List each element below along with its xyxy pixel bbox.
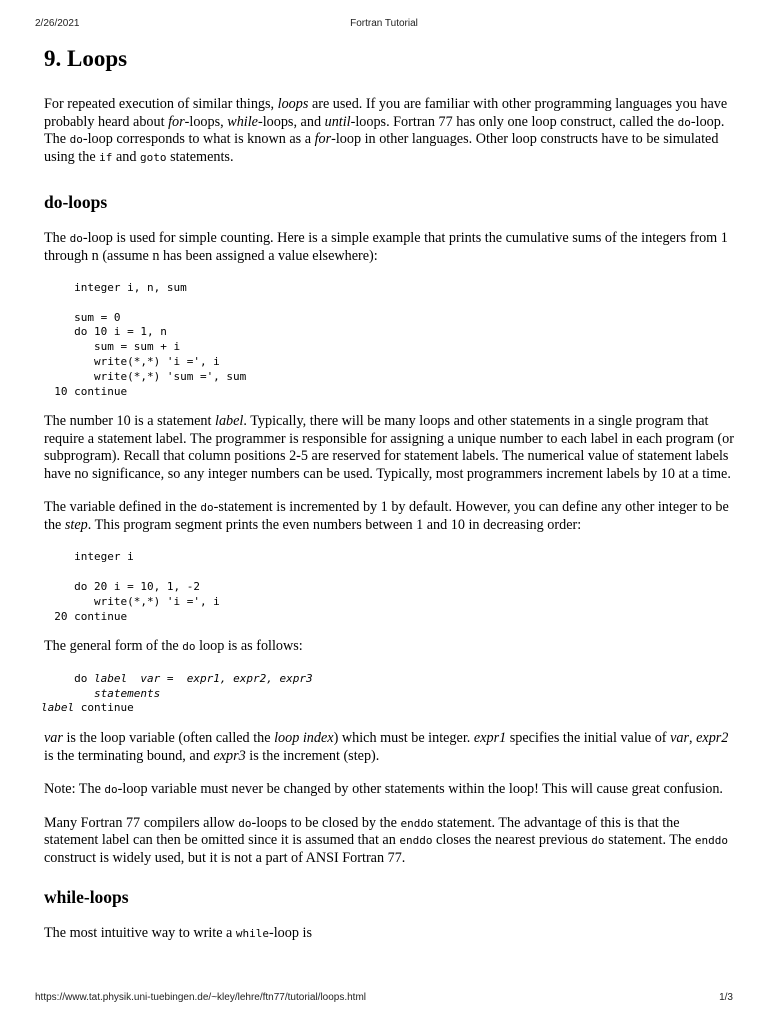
do-paragraph-1: The do-loop is used for simple counting. Here is a simple example that prints the cumulative sums of the integers from 1 through n (assume n has been assigned a value elsewhere): (44, 230, 728, 264)
do-paragraph-2: The number 10 is a statement label. Typically, there will be many loops and other statements in a single program that require a statement label. The programmer is responsible for assigning a unique number to each label in each program (or subprogram). Recall that column positions 2-5 are reserved for statement labels. The numerical value of statement labels have no significance, so any integer numbers can be used. Typically, most programmers increment labels by 10 at a time. (44, 413, 734, 482)
do-paragraph-note: Note: The do-loop variable must never be changed by other statements within the loop! This will cause great confusion. (44, 781, 723, 798)
do-paragraph-enddo: Many Fortran 77 compilers allow do-loops to be closed by the enddo statement. The advantage of this is that the statement label can then be omitted since it is assumed that an enddo closes the nearest previous do statement. The enddo construct is widely used, but it is not a part of ANSI Fortran 77. (44, 814, 729, 866)
do-paragraph-3: The variable defined in the do-statement is incremented by 1 by default. However, you can define any other integer to be the step. This program segment prints the even numbers between 1 and 10 in decreasing order: (44, 499, 729, 533)
article (41, 40, 734, 959)
print-footer-page-number: 1/3 (719, 992, 733, 1003)
page-title: 9. Loops (44, 46, 128, 71)
section-heading-while-loops: while-loops (44, 887, 129, 908)
code-example-even: integer i do 20 i = 10, 1, -2 write(*,*) 'i =', i 20 continue (54, 550, 220, 623)
print-footer-url: https://www.tat.physik.uni-tuebingen.de/~kley/lehre/ftn77/tutorial/loops.html (35, 992, 367, 1003)
section-heading-do-loops: do-loops (44, 192, 108, 212)
do-paragraph-5: var is the loop variable (often called the loop index) which must be integer. expr1 specifies the initial value of var, expr2 is the terminating bound, and expr3 is the increment (step). (44, 730, 729, 764)
do-paragraph-4: The general form of the do loop is as follows: (44, 638, 303, 655)
while-paragraph-1: The most intuitive way to write a while-loop is (44, 925, 312, 942)
code-example-sum: integer i, n, sum sum = 0 do 10 i = 1, n sum = sum + i write(*,*) 'i =', i write(*,*) 'sum =', sum 10 continue (54, 281, 247, 398)
code-general-form: do label var = expr1, expr2, expr3 statements label continue (41, 671, 313, 715)
print-header-date: 2/26/2021 (35, 18, 80, 29)
intro-paragraph: For repeated execution of similar things, loops are used. If you are familiar with other programming languages you have probably heard about for-loops, while-loops, and until-loops. Fortran 77 has only one loop construct, called the do-loop. The do-loop corresponds to what is known as a for-loop in other languages. Other loop constructs have to be simulated using the if and goto statements. (44, 96, 728, 165)
print-header-title: Fortran Tutorial (350, 18, 418, 29)
